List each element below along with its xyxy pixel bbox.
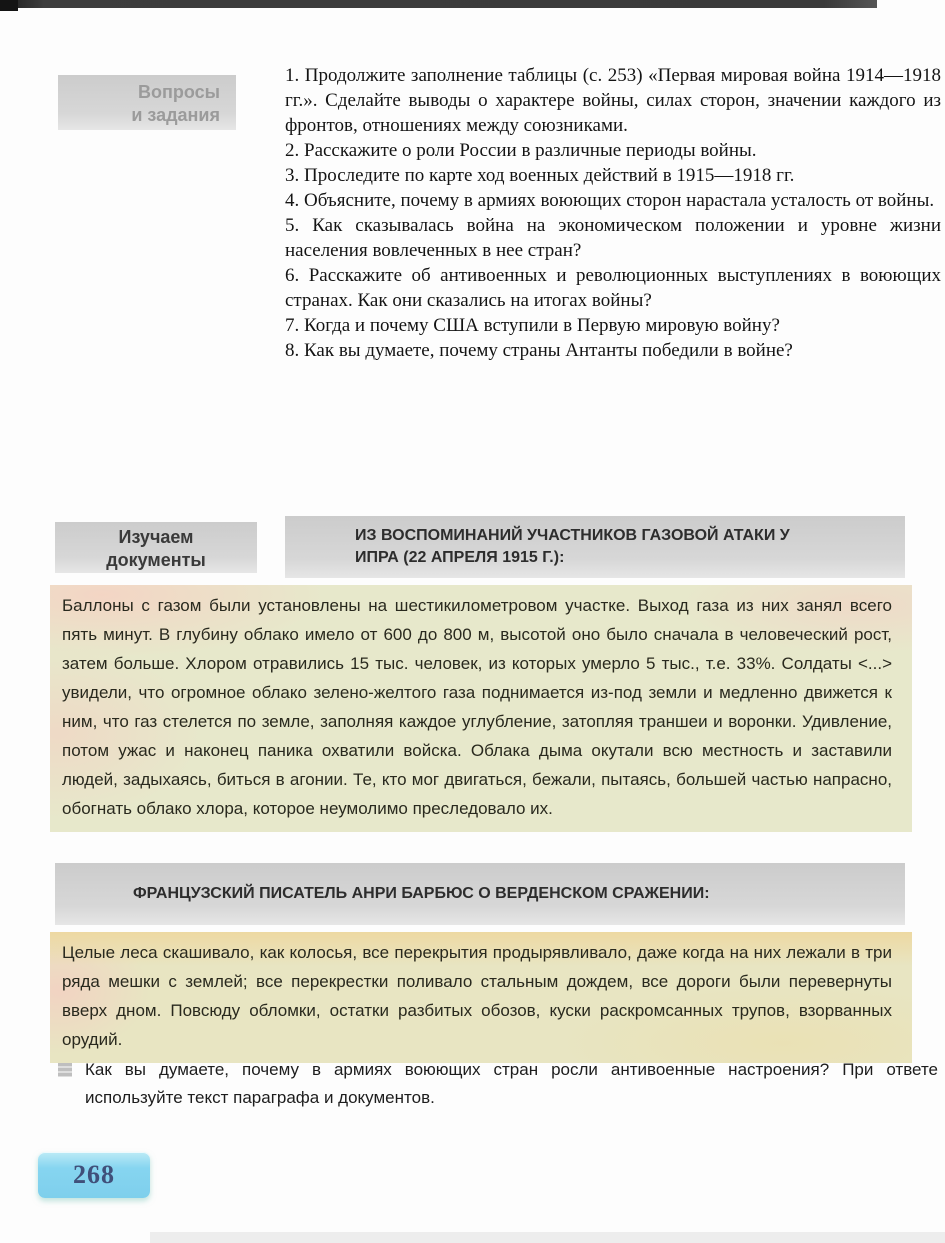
document1-heading: ИЗ ВОСПОМИНАНИЙ УЧАСТНИКОВ ГАЗОВОЙ АТАКИ У ИПРА (22 АПРЕЛЯ 1915 Г.): bbox=[355, 527, 790, 566]
page-number: 268 bbox=[73, 1160, 115, 1189]
page-number-badge bbox=[38, 1152, 150, 1198]
questions-label-line1: Вопросы bbox=[137, 82, 220, 102]
question-item-7: 7. Когда и почему США вступили в Первую мировую войну? bbox=[285, 315, 780, 336]
document2-heading-box bbox=[55, 863, 905, 925]
question-item-5: 5. Как сказывалась война на экономическом положении и уровне жизни населения вовлеченных в нее стран? bbox=[285, 215, 941, 261]
question-item-6: 6. Расскажите об антивоенных и революционных выступлениях в воюющих странах. Как они сказались на итогах войны? bbox=[285, 265, 941, 311]
document1-body: Баллоны с газом были установлены на шестикилометровом участке. Выход газа из них занял всего пять минут. В глубину облако имело от 600 до 800 м, высотой оно было сначала в человеческий рост, затем больше. Хлором отравились 15 тыс. человек, из которых умерло 5 тыс., т.е. 33%. Солдаты <...> увидели, что огромное облако зелено-желтого газа поднимается из-под земли и медленно движется к ним, что газ стелется по земле, заполняя каждое углубление, затопляя траншеи и воронки. Удивление, потом ужас и наконец паника охватили войска. Облака дыма окутали всю местность и заставили людей, задыхаясь, биться в агонии. Те, кто мог двигаться, бежали, пытаясь, большей частью напрасно, обогнать облако хлора, которое неумолимо преследовало их. bbox=[50, 585, 912, 832]
documents-label-line1: Изучаем bbox=[118, 527, 194, 547]
questions-label-box bbox=[58, 75, 236, 130]
documents-label-line2: документы bbox=[106, 550, 206, 570]
task-text: Как вы думаете, почему в армиях воюющих стран росли антивоенные настроения? При ответе используйте текст параграфа и документов. bbox=[85, 1060, 938, 1107]
question-item-4: 4. Объясните, почему в армиях воюющих сторон нарастала усталость от войны. bbox=[285, 190, 935, 211]
documents-label-box bbox=[55, 522, 257, 573]
scan-bottom-edge bbox=[150, 1232, 945, 1243]
scan-corner-mark bbox=[0, 0, 18, 11]
task-row bbox=[58, 1056, 938, 1112]
question-item-2: 2. Расскажите о роли России в различные периоды войны. bbox=[285, 140, 757, 161]
square-bullet-icon bbox=[58, 1063, 72, 1077]
document2-heading: ФРАНЦУЗСКИЙ ПИСАТЕЛЬ АНРИ БАРБЮС О ВЕРДЕНСКОМ СРАЖЕНИИ: bbox=[133, 885, 710, 902]
question-item-1: 1. Продолжите заполнение таблицы (с. 253) «Первая мировая война 1914—1918 гг.». Сделайте выводы о характере войны, силах сторон, значении каждого из фронтов, отношениях между союзниками. bbox=[285, 65, 941, 136]
document1-heading-box bbox=[285, 516, 905, 578]
questions-list bbox=[285, 63, 941, 363]
question-item-3: 3. Проследите по карте ход военных действий в 1915—1918 гг. bbox=[285, 165, 795, 186]
questions-label-line2: и задания bbox=[131, 105, 220, 125]
document2-body: Целые леса скашивало, как колосья, все перекрытия продырявливало, даже когда на них лежали в три ряда мешки с землей; все перекрестки поливало стальным дождем, все дороги были перевернуты вверх дном. Повсюду обломки, остатки разбитых обозов, куски раскромсанных трупов, взорванных орудий. bbox=[50, 932, 912, 1063]
scan-top-edge bbox=[0, 0, 877, 8]
question-item-8: 8. Как вы думаете, почему страны Антанты победили в войне? bbox=[285, 340, 793, 361]
